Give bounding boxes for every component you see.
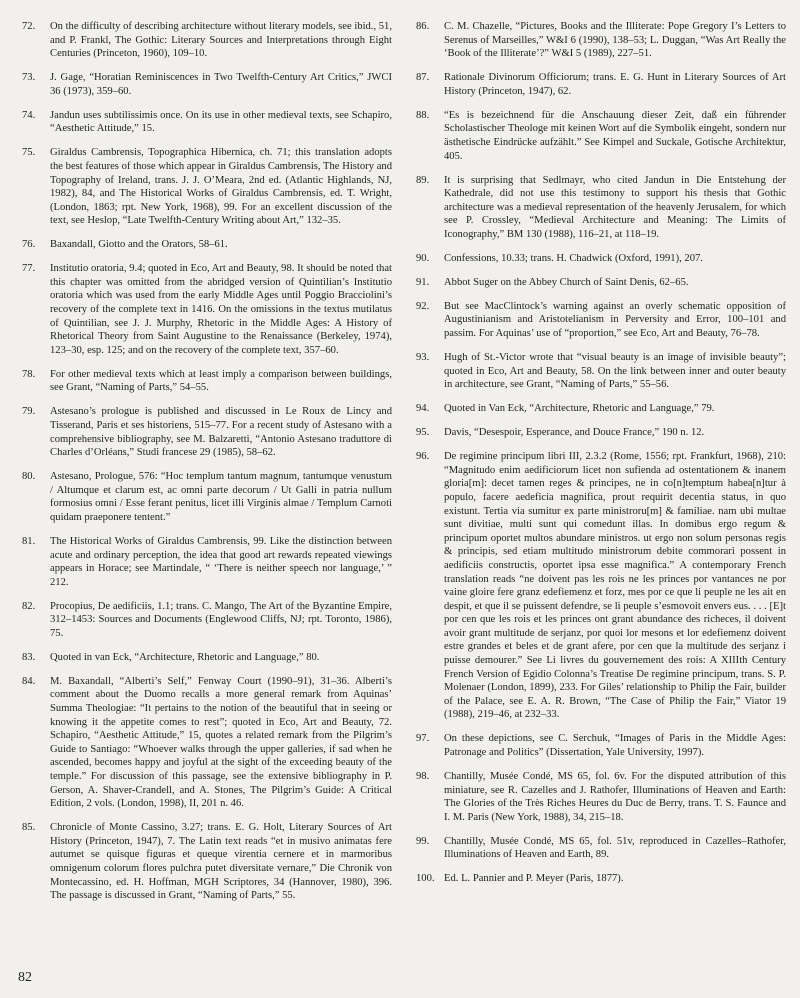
footnote-number: 87. (416, 72, 430, 84)
footnote-number: 77. (22, 263, 36, 275)
footnote-text: C. M. Chazelle, “Pictures, Books and the Illiterate: Pope Gregory I’s Letters to Serenus of Marseilles,” W&I 6 (1990), 138–53; L. Duggan, “Was Art Really the ‘Book of the Illiterate’?” W&I 5 (1989), 227–51. (444, 21, 786, 60)
footnote-number: 100. (416, 873, 435, 885)
footnote (14, 405, 392, 459)
footnote-number: 90. (416, 252, 430, 264)
footnote-text: Quoted in Van Eck, “Architecture, Rhetoric and Language,” 79. (444, 403, 715, 415)
footnote-text: On the difficulty of describing architecture without literary models, see ibid., 51, and P. Frankl, The Gothic: Literary Sources and Interpretations through Eight Centuries (Princeton, 1960), 109–10. (50, 21, 392, 60)
footnote (408, 174, 786, 242)
footnote (14, 238, 392, 252)
footnote (408, 71, 786, 98)
footnote-text: Chantilly, Musée Condé, MS 65, fol. 6v. For the disputed attribution of this miniature, see R. Cazelles and J. Rathofer, Illuminations of Heaven and Earth: The Glories of the Très Riches Heures du Duc de Berry, trans. T. S. Faunce and I. M. Paris (New York, 1988), 34, 215–18. (444, 771, 786, 823)
footnote-text: Rationale Divinorum Officiorum; trans. E. G. Hunt in Literary Sources of Art History (Princeton, 1947), 62. (444, 72, 786, 97)
footnote (408, 402, 786, 416)
footnote (408, 450, 786, 722)
footnote (14, 146, 392, 228)
footnote-text: But see MacClintock’s warning against an overly schematic opposition of Augustinianism and Aristotelianism in Perversity and Error, 100–101 and passim. For Aquinas’ use of “proportion,” see Eco, Art and Beauty, 76–78. (444, 300, 786, 340)
footnote-number: 75. (22, 147, 36, 159)
footnote (408, 732, 786, 759)
footnote (14, 535, 392, 589)
footnote-text: Institutio oratoria, 9.4; quoted in Eco, Art and Beauty, 98. It should be noted that this chapter was omitted from the abridged version of Quintilian’s Institutio oratoria which was used from the early Middle Ages until Poggio Bracciolini’s recovery of the complete text in 1416. On the omissions in the textus mutilatus of Quintilian, see J. J. Murphy, Rhetoric in the Middle Ages: A History of Rhetorical Theory from Saint Augustine to the Renaissance (Berkeley, 1974), 123–30, esp. 125; and on the recovery of the complete text, 357–60. (50, 263, 392, 356)
footnote-number: 78. (22, 368, 36, 380)
footnote-text: Astesano, Prologue, 576: “Hoc templum tantum magnum, tantumque venustum / Altumque et clarum est, ac omni parte decorum / Ut Galli in patria nullum formosius omni / Esse ferant penitus, licet illi Virginis almae / Templum Carnoti quidam praeponere tentent.” (50, 471, 392, 523)
footnote-number: 91. (416, 276, 430, 288)
footnote-text: Giraldus Cambrensis, Topographica Hibernica, ch. 71; this translation adopts the best features of those which appear in Giraldus Cambrensis, The History and Topography of Ireland, trans. J. J. O’Meara, 2nd ed. (Atlantic Highlands, NJ, 1982), 84, and The Historical Works of Giraldus Cambrensis, ed. T. Wright, (London, 1863; rpt. New York, 1968), 99. For an excellent discussion of the text, see Heslop, “Late Twelfth-Century Writing about Art,” 132–35. (50, 147, 392, 227)
footnote (14, 109, 392, 136)
footnote-number: 85. (22, 822, 36, 834)
footnote-number: 89. (416, 174, 430, 186)
footnote-number: 97. (416, 733, 430, 745)
footnote (408, 276, 786, 290)
footnote-text: Chronicle of Monte Cassino, 3.27; trans. E. G. Holt, Literary Sources of Art History (Princeton, 1947), 7. The Latin text reads “et in musivo animatas fere autumet se quisque figuras et queque virentia cernere et in marmoribus omnigenum colorum flores pulchra putet diversitate vernare,” Die Chronik von Montecassino, ed. H. Hoffman, MGH Scriptores, 34 (Hannover, 1980), 396. The passage is discussed in Grant, “Naming of Parts,” 55. (50, 822, 392, 902)
footnote-number: 79. (22, 406, 36, 418)
footnote-number: 72. (22, 21, 36, 32)
footnote (14, 651, 392, 665)
footnote-text: J. Gage, “Horatian Reminiscences in Two Twelfth-Century Art Critics,” JWCI 36 (1973), 359–60. (50, 72, 392, 97)
footnote-number: 94. (416, 403, 430, 415)
page-number: 82 (18, 970, 32, 985)
footnote (408, 252, 786, 266)
footnote (408, 351, 786, 392)
footnote (408, 770, 786, 824)
footnote-text: The Historical Works of Giraldus Cambrensis, 99. Like the distinction between acute and ordinary perception, the idea that good art rewards repeated viewings appears in Horace; see Martindale, “ ‘There is neither speech nor language,’ ” 212. (50, 535, 392, 588)
footnote-number: 73. (22, 72, 36, 84)
footnote (14, 821, 392, 903)
footnote-number: 80. (22, 471, 36, 483)
footnote-text: For other medieval texts which at least imply a comparison between buildings, see Grant, “Naming of Parts,” 54–55. (50, 368, 392, 394)
footnote-text: Procopius, De aedificiis, 1.1; trans. C. Mango, The Art of the Byzantine Empire, 312–1453: Sources and Documents (Englewood Cliffs, NJ; rpt. Toronto, 1986), 75. (50, 600, 392, 639)
footnote-text: Jandun uses subtilissimis once. On its use in other medieval texts, see Schapiro, “Aesthetic Attitude,” 15. (50, 109, 392, 135)
footnote-text: It is surprising that Sedlmayr, who cited Jandun in Die Entstehung der Kathedrale, did not use this testimony to support his thesis that Gothic architecture was a medieval representation of the heavenly Jerusalem, for which see P. Crossley, “Medieval Architecture and Meaning: The Limits of Iconography,” BM 130 (1988), 116–21, at 118–19. (444, 174, 786, 240)
footnote-number: 84. (22, 675, 36, 687)
footnote-number: 81. (22, 535, 36, 547)
footnote (14, 20, 392, 61)
footnote (408, 300, 786, 341)
footnote-number: 95. (416, 427, 430, 439)
footnote (14, 368, 392, 395)
footnote-text: Baxandall, Giotto and the Orators, 58–61. (50, 239, 228, 251)
footnote (408, 872, 786, 886)
footnote-text: Chantilly, Musée Condé, MS 65, fol. 51v, reproduced in Cazelles–Rathofer, Illuminations of Heaven and Earth, 89. (444, 835, 786, 861)
notes-column-right (408, 20, 786, 896)
footnote-number: 86. (416, 21, 430, 32)
footnote-text: Abbot Suger on the Abbey Church of Saint Denis, 62–65. (444, 276, 689, 288)
footnote-number: 74. (22, 109, 36, 121)
footnote (408, 109, 786, 163)
footnote-text: Quoted in van Eck, “Architecture, Rhetoric and Language,” 80. (50, 651, 320, 663)
footnote-number: 98. (416, 771, 430, 782)
footnote (14, 71, 392, 98)
footnote-text: Confessions, 10.33; trans. H. Chadwick (Oxford, 1991), 207. (444, 252, 703, 264)
footnote-text: Davis, “Desespoir, Esperance, and Douce France,” 190 n. 12. (444, 427, 705, 439)
notes-column-left (14, 20, 392, 913)
footnote-number: 76. (22, 239, 36, 251)
footnote-number: 92. (416, 300, 430, 312)
footnote (14, 600, 392, 641)
footnote-number: 83. (22, 651, 36, 663)
footnote-text: De regimine principum libri III, 2.3.2 (Rome, 1556; rpt. Frankfurt, 1968), 210: “Magnitudo enim aedificiorum licet non sufienda ad ostentationem & inanem gloria[m]: decet tamen reges & principes, ne in co[n]temptum habea[n]tur à populo, facere aedeficia magnifica, prout requirit decentia status, in quo existunt. Tertia via sumitur ex parte ministroru[m] & familiae. nam ubi multae sunt divitiae, multi sunt qui comedunt illas. In domibus ergo regum & principum oportet multos abundare ministros. ut ergo non solum personas regis & principis, sed etiam multitudo ministrorum debite commorari possent in aedificiis constructis, oportet ipsa esse magnifica.” A contemporary French translation reads “ne doivent pas les rois ne les princes por vantances ne por vaine gloire fere granz edefiemenz et forz, mes por ce que li peuple ne les ait en despit, et que il se puissent defendre, se li peuple s’esmovoit envers eus. . . . [E]t por cen que les rois et les princes ont grant abundance des richeces, il doivent avoir grant multitude de serjanz, por quoi lor mesons et lor edefiemenz doivent estre grandes et beles et de grant afere, por cen que la multitude des serjanz i puisse demourer.” See Li livres du gouvernement des rois: A XIIIth Century French Version of Egidio Colonna’s Treatise De regimine principum, trans. S. P. Molenaer (London, 1899), 233. For Giles’ relationship to Philip the Fair, builder of the Palace, see E. A. R. Brown, “The Case of Philip the Fair,” Viator 19 (1988), 219–46, at 232–33. (444, 451, 786, 721)
footnote-text: “Es is bezeichnend für die Anschauung dieser Zeit, daß ein führender Scholastischer Theologe mit keinen Wort auf die Symbolik eingeht, sondern nur ästhetische Eindrücke aufzählt.” See Kimpel and Suckale, Gotische Architektur, 405. (444, 109, 786, 162)
footnote (408, 20, 786, 61)
footnote-text: Astesano’s prologue is published and discussed in Le Roux de Lincy and Tisserand, Paris et ses historiens, 515–77. For a recent study of Astesano with a comprehensive bibliography, see M. Balzaretti, “Antonio Astesano traduttore di Charles d’Orléans,” Studi francese 29 (1985), 58–62. (50, 406, 392, 459)
footnote (408, 426, 786, 440)
footnote-text: Hugh of St.-Victor wrote that “visual beauty is an image of invisible beauty”; quoted in Eco, Art and Beauty, 58. On the link between inner and outer beauty in architecture, see Grant, “Naming of Parts,” 55–56. (444, 352, 786, 391)
footnote-text: M. Baxandall, “Alberti’s Self,” Fenway Court (1990–91), 31–36. Alberti’s comment about the Duomo recalls a more general remark from Aquinas’ Summa Theologiae: “It pertains to the notion of the beautiful that in seeing or knowing it the appetite comes to rest”; quoted in Eco, Art and Beauty, 72. Schapiro, “Aesthetic Attitude,” 15, quotes a related remark from the Pilgrim’s Guide to Santiago: “Whoever walks through the upper galleries, if sad when he ascended, becomes happy and joyful at the sight of the exceeding beauty of the temple.” For discussion of this passage, see the extensive bibliography in P. Gerson, A. Shaver-Crandell, and A. Stones, The Pilgrim’s Guide: A Critical Edition, 2 vols. (London, 1998), II, 201 n. 46. (50, 675, 392, 810)
footnote-number: 93. (416, 352, 430, 364)
footnote-number: 88. (416, 109, 430, 121)
footnote-number: 82. (22, 600, 36, 612)
footnote-number: 99. (416, 835, 430, 847)
footnote (14, 470, 392, 524)
footnote-text: On these depictions, see C. Serchuk, “Images of Paris in the Middle Ages: Patronage and Politics” (Dissertation, Yale University, 1997). (444, 733, 786, 759)
footnote (14, 675, 392, 811)
footnote-number: 96. (416, 451, 430, 463)
footnote (408, 835, 786, 862)
footnote (14, 262, 392, 357)
footnote-text: Ed. L. Pannier and P. Meyer (Paris, 1877). (444, 873, 624, 885)
